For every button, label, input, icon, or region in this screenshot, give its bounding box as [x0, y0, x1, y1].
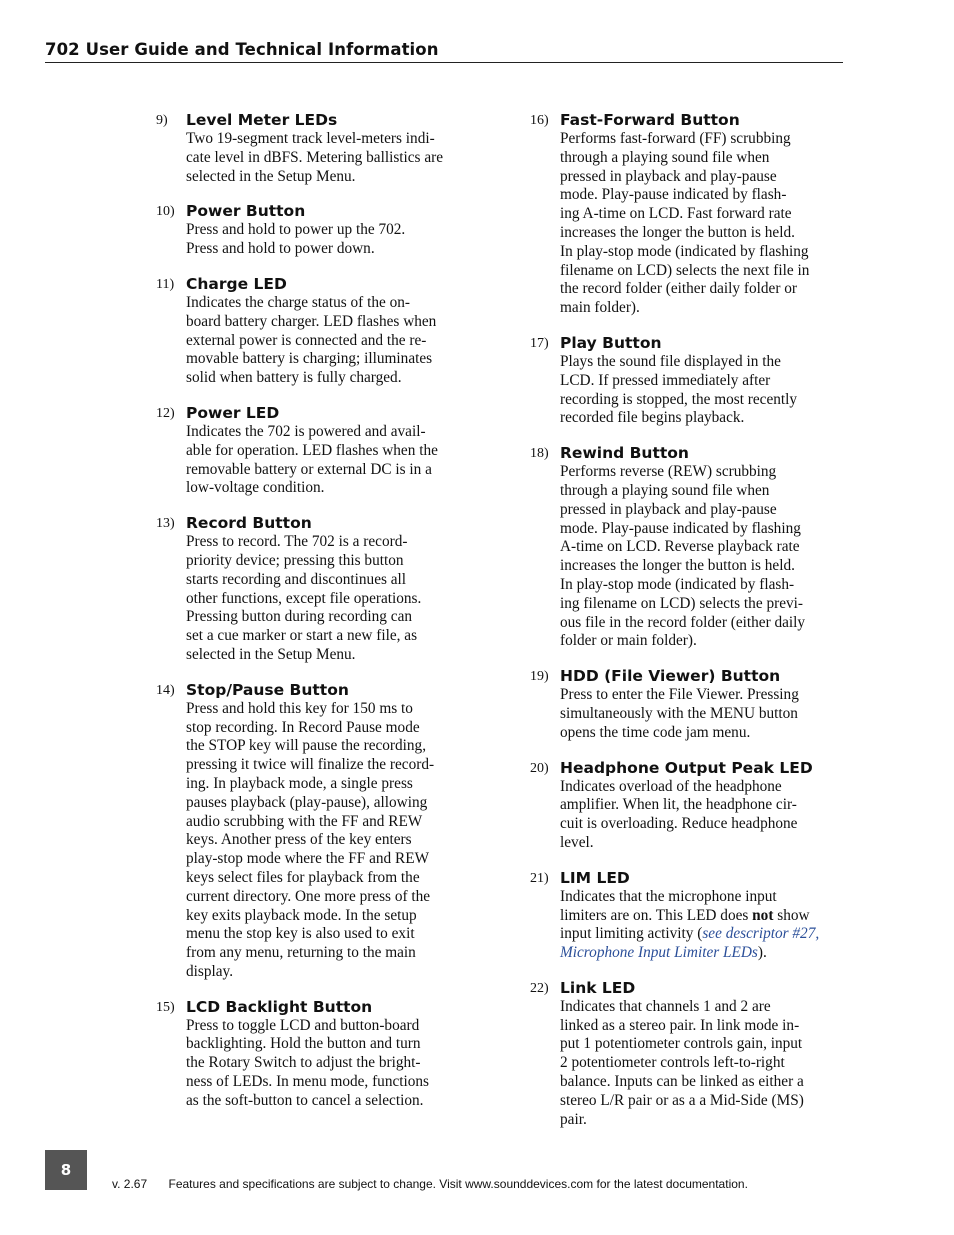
desc-text: Indicates that the microphone input limiters are on. This LED does — [560, 887, 777, 924]
item-number: 14) — [156, 682, 175, 698]
item-number: 11) — [156, 276, 175, 292]
item-title: Play Button — [560, 333, 662, 352]
item-title: Stop/Pause Button — [186, 680, 349, 699]
page-header — [45, 40, 843, 63]
descriptor-item — [524, 110, 846, 318]
item-number: 20) — [530, 760, 549, 776]
item-title: LCD Backlight Button — [186, 997, 373, 1016]
right-column — [524, 110, 846, 1144]
item-description — [560, 888, 846, 963]
item-title: Power LED — [186, 403, 280, 422]
descriptor-item — [150, 274, 472, 388]
descriptor-item — [524, 443, 846, 651]
left-column — [150, 110, 472, 1126]
item-description: Indicates overload of the headphone amplifier. When lit, the headphone cir- cuit is overloading. Reduce headphone level. — [560, 777, 798, 851]
descriptor-item — [524, 333, 846, 428]
item-description: Press to toggle LCD and button-board backlighting. Hold the button and turn the Rotary Switch to adjust the bright- ness of LEDs. In menu mode, functions as the soft-button to cancel a selection. — [186, 1016, 430, 1109]
descriptor-item — [524, 666, 846, 742]
item-number: 18) — [530, 446, 549, 462]
item-title: Link LED — [560, 978, 636, 997]
item-title: Rewind Button — [560, 444, 689, 463]
item-number: 13) — [156, 516, 175, 532]
document-title: 702 User Guide and Technical Information — [45, 40, 439, 59]
item-number: 22) — [530, 980, 549, 996]
item-number: 15) — [156, 999, 175, 1015]
descriptor-item — [150, 680, 472, 982]
item-description: Plays the sound file displayed in the LCD. If pressed immediately after recording is stopped, the most recently recorded file begins playback. — [560, 352, 798, 427]
item-title: Charge LED — [186, 274, 287, 293]
descriptor-item — [524, 868, 846, 963]
item-description: Two 19-segment track level-meters indi- cate level in dBFS. Metering ballistics are selected in the Setup Menu. — [186, 130, 444, 185]
desc-text: ). — [757, 944, 767, 962]
item-description: Press to enter the File Viewer. Pressing simultaneously with the MENU button opens the time code jam menu. — [560, 686, 799, 741]
item-description: Press and hold this key for 150 ms to stop recording. In Record Pause mode the STOP key will pause the recording, pressing it twice will finalize the record- ing. In playback mode, a single press pauses playback (play-pause), allowing audio scrubbing with the FF and REW keys. Another press of the key enters play-stop mode where the FF and REW keys select files for playback from the current directory. One more press of the key exits playback mode. In the setup menu the stop key is also used to exit from any menu, returning to the main display. — [186, 699, 435, 980]
item-description: Indicates the charge status of the on- board battery charger. LED flashes when external power is connected and the re- movable battery is charging; illuminates solid when battery is fully charged. — [186, 293, 437, 387]
item-description: Press to record. The 702 is a record- priority device; pressing this button starts recording and discontinues all other functions, except file operations. Pressing button during recording can set a cue marker or start a new file, as selected in the Setup Menu. — [186, 533, 422, 663]
descriptor-link[interactable]: see descriptor #27, Microphone Input Limiter LEDs — [560, 925, 820, 962]
item-number: 17) — [530, 335, 549, 351]
desc-text: show input limiting activity ( — [560, 906, 810, 943]
item-number: 12) — [156, 405, 175, 421]
item-title: HDD (File Viewer) Button — [560, 667, 781, 686]
item-title: LIM LED — [560, 868, 630, 887]
item-description: Press and hold to power up the 702. Press and hold to power down. — [186, 221, 406, 258]
item-description: Performs fast-forward (FF) scrubbing through a playing sound file when pressed in playback and play-pause mode. Play-pause indicated by flash- ing A-time on LCD. Fast forward rate increases the longer the button is held. In play-stop mode (indicated by flashing filename on LCD) selects the next file in the record folder (either daily folder or main folder). — [560, 130, 810, 317]
descriptor-item — [150, 110, 472, 186]
item-title: Level Meter LEDs — [186, 111, 338, 129]
item-title: Fast-Forward Button — [560, 111, 740, 129]
item-number: 10) — [156, 204, 175, 220]
page-number: 8 — [45, 1150, 87, 1190]
descriptor-item — [150, 513, 472, 665]
item-description: Indicates the 702 is powered and avail- able for operation. LED flashes when the removable battery or external DC is in a low-voltage condition. — [186, 422, 438, 497]
item-description: Performs reverse (REW) scrubbing through a playing sound file when pressed in playback and play-pause mode. Play-pause indicated by flashing A-time on LCD. Reverse playback rate increases the longer the button is held. In play-stop mode (indicated by flash- ing filename on LCD) selects the previ- ous file in the record folder (either daily folder or main folder). — [560, 463, 806, 650]
page-footer — [112, 1177, 748, 1191]
item-number: 21) — [530, 870, 549, 886]
descriptor-item — [150, 403, 472, 498]
item-number: 19) — [530, 669, 549, 685]
item-number: 16) — [530, 113, 549, 128]
footer-notice: Features and specifications are subject to change. Visit www.sounddevices.com for the latest documentation. — [168, 1177, 748, 1191]
item-title: Record Button — [186, 514, 312, 533]
descriptor-item — [150, 997, 472, 1111]
item-title: Power Button — [186, 202, 306, 221]
version-label: v. 2.67 — [112, 1177, 148, 1191]
descriptor-item — [524, 758, 846, 853]
item-title: Headphone Output Peak LED — [560, 758, 813, 777]
descriptor-item — [150, 201, 472, 259]
item-number: 9) — [156, 113, 168, 128]
descriptor-item — [524, 978, 846, 1130]
emphasis-text: not — [752, 906, 774, 924]
item-description: Indicates that channels 1 and 2 are linked as a stereo pair. In link mode in- put 1 potentiometer controls gain, input 2 potentiometer controls left-to-right balance. Inputs can be linked as either a stereo L/R pair or as a a Mid-Side (MS) pair. — [560, 997, 804, 1128]
